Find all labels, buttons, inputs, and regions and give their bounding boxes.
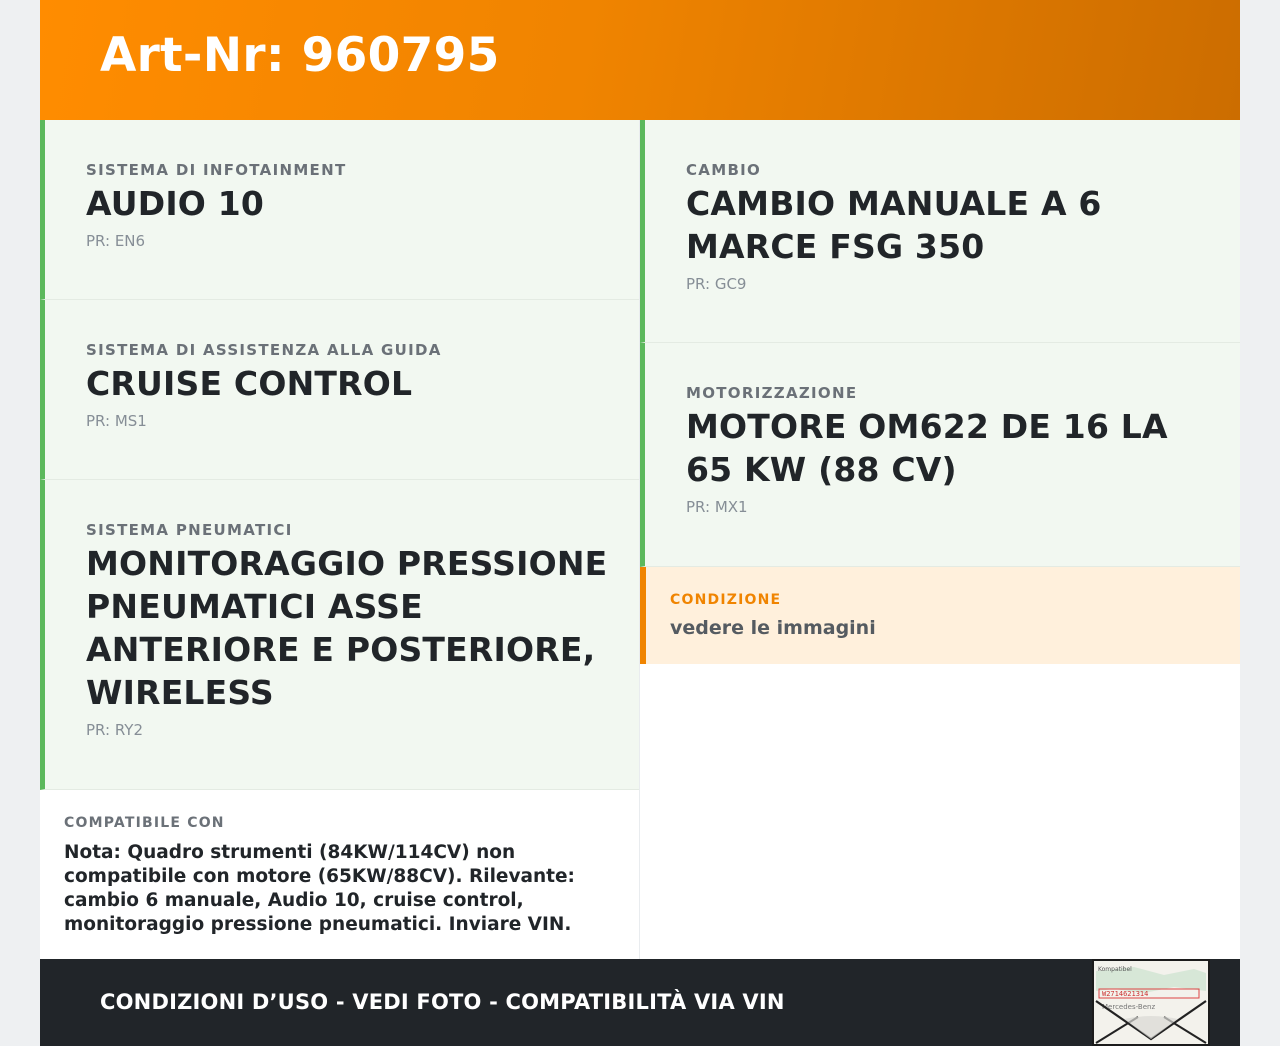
spec-value: AUDIO 10 xyxy=(86,184,265,223)
compatibility-note: Nota: Quadro strumenti (84KW/114CV) non compatibile con motore (65KW/88CV). Rilevante: cambio 6 manuale, Audio 10, cruise control, monitoraggio pressione pneumatici. Inviare VIN. xyxy=(64,842,575,935)
svg-text:Kompatibel: Kompatibel xyxy=(1098,966,1132,973)
spec-engine xyxy=(640,343,1240,567)
spec-label: SISTEMA PNEUMATICI xyxy=(86,521,293,539)
spec-tyre-system xyxy=(40,480,639,790)
spec-value: MOTORE OM622 DE 16 LA 65 KW (88 CV) xyxy=(686,407,1168,489)
spec-infotainment xyxy=(40,120,639,300)
spec-gearbox xyxy=(640,120,1240,343)
spec-pr-code: PR: EN6 xyxy=(86,232,146,250)
compatibility-section xyxy=(40,790,639,937)
spec-label: CAMBIO xyxy=(686,161,762,179)
article-number-title: Art-Nr: 960795 xyxy=(100,27,500,83)
footer-text: CONDIZIONI D’USO - VEDI FOTO - COMPATIBILITÀ VIA VIN xyxy=(100,989,785,1014)
compatibility-label: COMPATIBILE CON xyxy=(64,815,225,831)
svg-text:Mercedes-Benz: Mercedes-Benz xyxy=(1102,1003,1156,1011)
spec-label: SISTEMA DI ASSISTENZA ALLA GUIDA xyxy=(86,341,442,359)
spec-pr-code: PR: GC9 xyxy=(686,275,747,293)
spec-value: CRUISE CONTROL xyxy=(86,364,413,403)
spec-columns xyxy=(40,120,1240,959)
left-column xyxy=(40,120,640,959)
condition-text: vedere le immagini xyxy=(670,617,876,639)
envelope-photo-icon[interactable] xyxy=(1092,959,1210,1046)
spec-label: SISTEMA DI INFOTAINMENT xyxy=(86,161,347,179)
page-footer xyxy=(40,959,1240,1046)
thumbnail-graphic xyxy=(1094,961,1208,1044)
spec-pr-code: PR: MX1 xyxy=(686,498,748,516)
spec-value: CAMBIO MANUALE A 6 MARCE FSG 350 xyxy=(686,184,1102,266)
spec-pr-code: PR: RY2 xyxy=(86,721,143,739)
condition-label: CONDIZIONE xyxy=(670,592,782,608)
spec-driver-assistance xyxy=(40,300,639,480)
spec-label: MOTORIZZAZIONE xyxy=(686,384,858,402)
page-header xyxy=(40,0,1240,120)
condition-box xyxy=(640,567,1240,664)
spec-pr-code: PR: MS1 xyxy=(86,412,147,430)
svg-text:W2714621314: W2714621314 xyxy=(1102,990,1149,998)
right-column xyxy=(640,120,1240,959)
spec-value: MONITORAGGIO PRESSIONE PNEUMATICI ASSE ANTERIORE E POSTERIORE, WIRELESS xyxy=(86,544,608,712)
product-card xyxy=(40,0,1240,1046)
